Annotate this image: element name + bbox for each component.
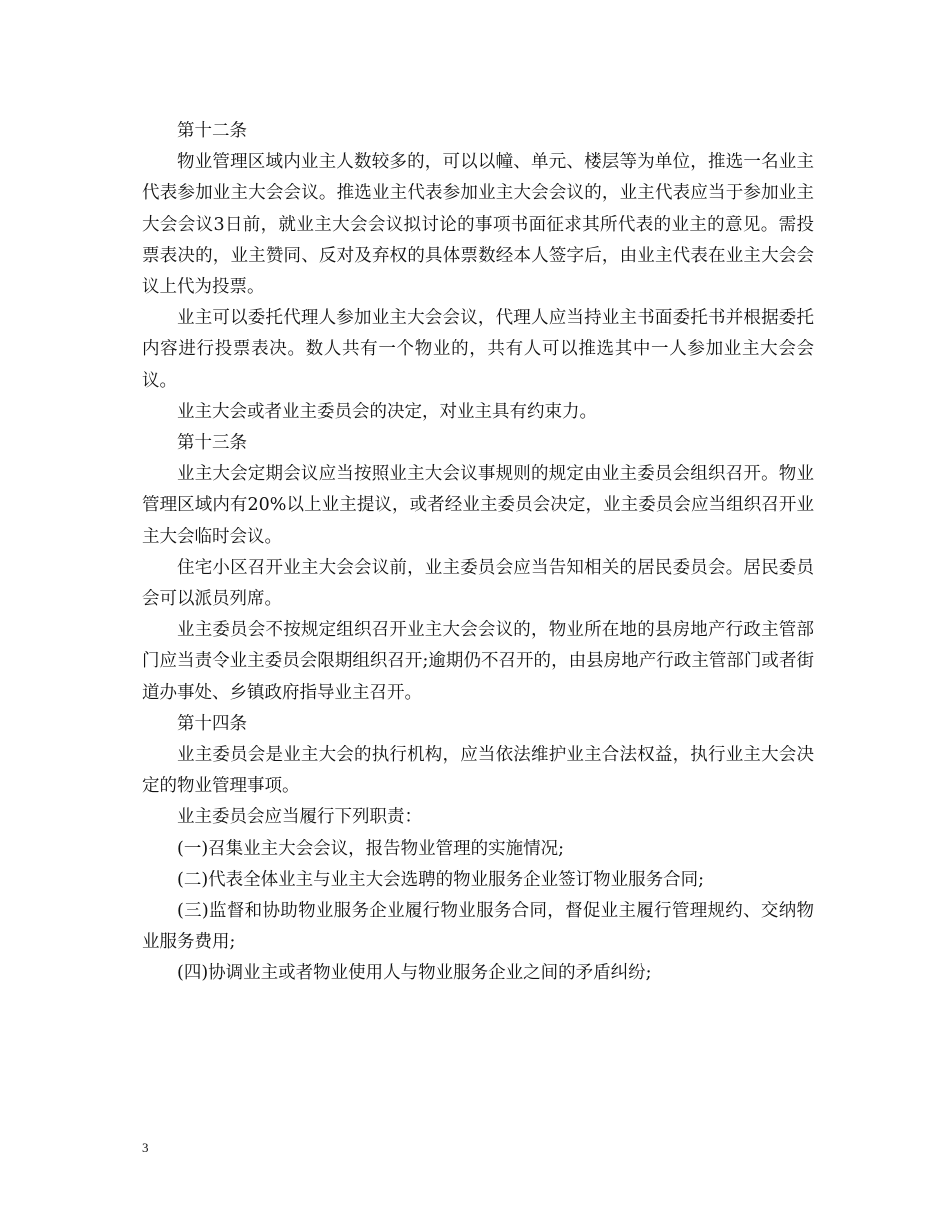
paragraph: 业主委员会应当履行下列职责：: [177, 807, 422, 828]
paragraph: 业主大会定期会议应当按照业主大会议事规则的规定由业主委员会组织召开。物业管理区域内有20%以上业主提议，或者经业主委员会决定，业主委员会应当组织召开业主大会临时会议。: [142, 464, 814, 547]
paragraph: 业主可以委托代理人参加业主大会会议，代理人应当持业主书面委托书并根据委托内容进行投票表决。数人共有一个物业的，共有人可以推选其中一人参加业主大会会议。: [142, 308, 814, 391]
paragraph: 业主委员会是业主大会的执行机构，应当依法维护业主合法权益，执行业主大会决定的物业管理事项。: [142, 745, 814, 797]
list-item: (一)召集业主大会会议，报告物业管理的实施情况;: [177, 838, 565, 859]
list-item: (四)协调业主或者物业使用人与物业服务企业之间的矛盾纠纷;: [177, 963, 652, 984]
paragraph: 业主委员会不按规定组织召开业主大会会议的，物业所在地的县房地产行政主管部门应当责令业主委员会限期组织召开;逾期仍不召开的，由县房地产行政主管部门或者街道办事处、乡镇政府指导业主召开。: [142, 620, 814, 703]
paragraph: 业主大会或者业主委员会的决定，对业主具有约束力。: [177, 401, 597, 422]
paragraph: 物业管理区域内业主人数较多的，可以以幢、单元、楼层等为单位，推选一名业主代表参加业主大会会议。推选业主代表参加业主大会会议的，业主代表应当于参加业主大会会议3日前，就业主大会会议拟讨论的事项书面征求其所代表的业主的意见。需投票表决的，业主赞同、反对及弃权的具体票数经本人签字后，由业主代表在业主大会会议上代为投票。: [142, 152, 814, 298]
article-heading-14: 第十四条: [177, 713, 247, 734]
page-number: 3: [142, 1140, 149, 1155]
list-item: (三)监督和协助物业服务企业履行物业服务合同，督促业主履行管理规约、交纳物业服务费用;: [142, 901, 814, 953]
list-item: (二)代表全体业主与业主大会选聘的物业服务企业签订物业服务合同;: [177, 869, 705, 890]
article-heading-12: 第十二条: [177, 121, 247, 141]
article-heading-13: 第十三条: [177, 433, 247, 454]
paragraph: 住宅小区召开业主大会会议前，业主委员会应当告知相关的居民委员会。居民委员会可以派员列席。: [142, 557, 814, 610]
document-body: [142, 116, 814, 990]
